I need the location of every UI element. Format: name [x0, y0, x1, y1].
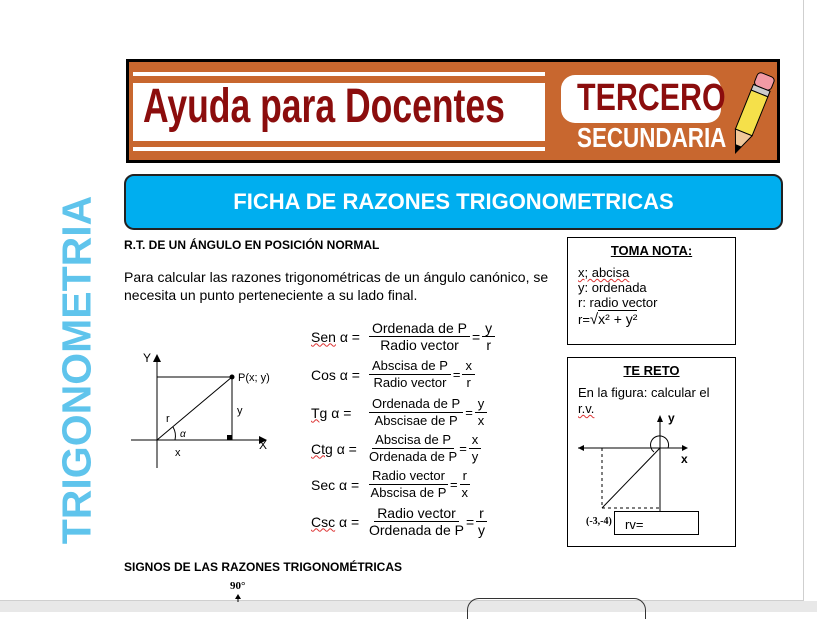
pencil-icon [727, 64, 777, 160]
svg-text:P(x; y): P(x; y) [238, 372, 270, 384]
formula-sec: Sec α = $\frac{\text{Radio vector}}{\text{Abscisa de P}}$ = $\frac{r}{x}$ [311, 468, 468, 500]
svg-text:α: α [180, 429, 186, 440]
svg-text:y: y [237, 405, 243, 417]
svg-text:x: x [681, 452, 688, 466]
formula-sen: Sen α = $\frac{\text{Ordenada de P}}{\text{Radio vector}}$ = $\frac{y}{r}$ [311, 320, 495, 353]
svg-text:y: y [668, 414, 675, 425]
formula-csc: Csc α = $\frac{\text{Radio vector}}{\text{Ordenada de P}}$ = $\frac{r}{y}$ [311, 505, 485, 538]
page-title: FICHA DE RAZONES TRIGONOMETRICAS [124, 174, 783, 230]
svg-text:X: X [259, 438, 268, 452]
svg-text:(-3,-4): (-3,-4) [586, 516, 612, 527]
formula-cos: Cos α = $\frac{\text{Abscisa de P}}{\text{Radio vector}}$ = $\frac{x}{r}$ [311, 358, 475, 391]
side-label: TRIGONOMETRIA [53, 195, 100, 545]
answer-field[interactable]: rv= [614, 511, 699, 535]
level-label: SECUNDARIA [577, 122, 727, 153]
svg-text:r: r [166, 413, 170, 425]
grade-label: TERCERO [577, 77, 726, 119]
section-heading: R.T. DE UN ÁNGULO EN POSICIÓN NORMAL [124, 238, 380, 252]
brand-logo-text: Ayuda para Docentes [143, 80, 505, 133]
angle-90-label: 90° [230, 580, 246, 592]
challenge-box: TE RETO En la figura: calcular el r.v. y x (-3,-4) rv= [567, 357, 736, 547]
formula-ctg: Ctg α = $\frac{\text{Abscisa de P}}{\text{Ordenada de P}}$ = $\frac{x}{y}$ [311, 432, 481, 465]
note-box: TOMA NOTA: x; abcisa y: ordenada r: radio vector r=√x² + y² [567, 237, 736, 345]
signs-heading: SIGNOS DE LAS RAZONES TRIGONOMÉTRICAS [124, 560, 403, 574]
svg-text:x: x [175, 447, 181, 459]
signs-box [467, 598, 646, 619]
horizontal-scrollbar[interactable] [0, 601, 817, 612]
intro-text: Para calcular las razones trigonométricas de un ángulo canónico, se necesita un punto perteneciente a su lado final. [124, 269, 549, 303]
svg-text:Y: Y [143, 351, 152, 365]
angle-diagram [125, 350, 275, 468]
up-arrow-icon [234, 594, 242, 602]
header-banner [126, 59, 780, 163]
formula-tg: Tg α = $\frac{\text{Ordenada de P}}{\text{Abscisae de P}}$ = $\frac{y}{x}$ [311, 396, 487, 429]
